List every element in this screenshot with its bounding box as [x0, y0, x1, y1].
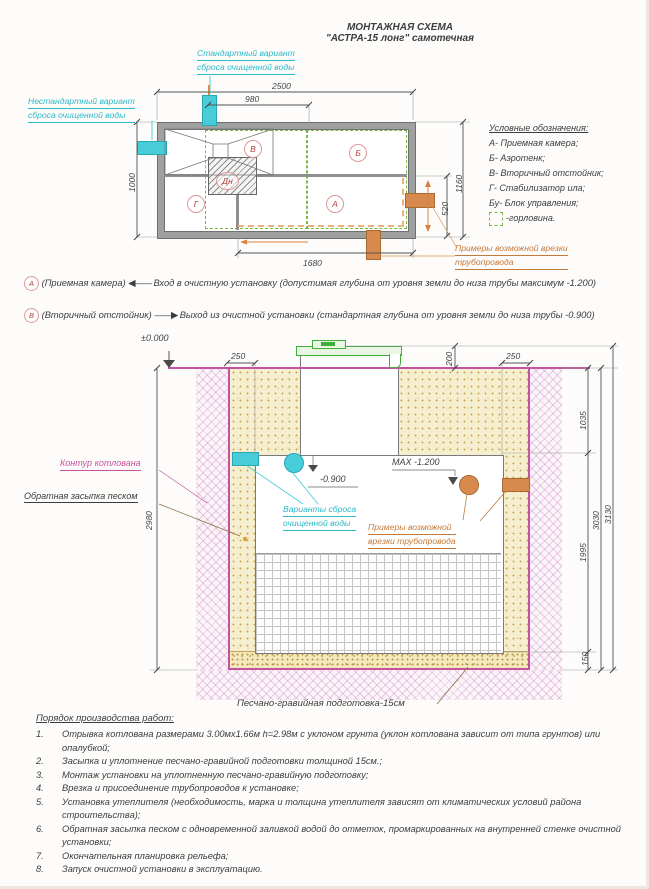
- legend-neck-row: [489, 211, 604, 226]
- inlet-pipe-section-rect: [502, 478, 530, 492]
- plan-tap-callout: [455, 242, 568, 270]
- backfill-callout: Обратная засыпка песком: [24, 491, 138, 501]
- excavation-hatch-bottom: [196, 670, 562, 700]
- worklist-text: Врезка и присоединение трубопроводов к установке;: [62, 783, 299, 793]
- callout-nonstandard-discharge: [28, 95, 135, 123]
- title-line1: МОНТАЖНАЯ СХЕМА: [346, 22, 454, 33]
- title-line2: "АСТРА-15 лонг" самотечная: [325, 33, 475, 44]
- worklist-item-7: [36, 850, 624, 864]
- drawing-title: [300, 22, 500, 44]
- callout-nonstandard-line1: Нестандартный вариант: [28, 95, 135, 109]
- discharge-pipe-section-rect: [232, 452, 259, 466]
- dim-520: 520: [440, 201, 450, 216]
- worklist-text: Засыпка и уплотнение песчано-гравийной подготовки толщиной 15см.;: [62, 756, 383, 766]
- section-label-a: А: [326, 195, 344, 213]
- note-inlet-name: (Приемная камера): [41, 278, 126, 288]
- worklist-num: 7.: [36, 850, 44, 861]
- bed-label: Песчано-гравийная подготовка-15см: [237, 698, 405, 709]
- worklist-item-2: [36, 755, 624, 769]
- worklist-num: 5.: [36, 796, 44, 807]
- dim-250-right: 250: [506, 351, 521, 361]
- zero-level-label: ±0.000: [141, 333, 169, 343]
- legend: [489, 121, 604, 226]
- discharge-pipe-standard: [202, 95, 217, 126]
- dim-1995: 1995: [578, 543, 588, 562]
- worklist-text: Запуск очистной установки в эксплуатацию.: [62, 864, 263, 874]
- section-label-g: Г: [187, 195, 205, 213]
- note-inlet-text: Вход в очистную установку (допустимая глубина от уровня земли до низа трубы максимум -1.200): [153, 278, 596, 288]
- section-tap-line1: Примеры возможной: [368, 521, 456, 535]
- outlet-level-label: -0.900: [320, 474, 346, 484]
- discharge-pipe-section-circle: [284, 453, 304, 473]
- discharge-options-line1: Варианты сброса: [283, 503, 356, 517]
- legend-title: Условные обозначения:: [489, 123, 589, 133]
- legend-neck-label: -горловина.: [506, 213, 556, 223]
- dim-3030: 3030: [591, 511, 601, 530]
- worklist-item-3: [36, 769, 624, 783]
- note-outlet-marker: В: [24, 308, 39, 323]
- excavation-hatch-left: [196, 369, 229, 670]
- section-label-dn: Дн: [216, 172, 239, 190]
- right-arrow-icon: ——▶: [154, 310, 178, 320]
- section-label-b: Б: [349, 144, 367, 162]
- dim-1000: 1000: [127, 173, 137, 192]
- neck-square-icon: [489, 212, 503, 226]
- dim-150: 150: [580, 651, 590, 666]
- partition-horizontal: [164, 174, 407, 177]
- worklist-num: 8.: [36, 864, 44, 874]
- ground-line: [168, 367, 590, 369]
- max-level-label: MAX -1.200: [392, 457, 440, 467]
- range-arrow-left-icon: [240, 240, 247, 245]
- worklist-item-4: [36, 782, 624, 796]
- worklist-item-8: [36, 863, 624, 877]
- worklist-num: 6.: [36, 823, 44, 834]
- range-arrow-down-icon: [425, 225, 431, 232]
- note-outlet: [24, 308, 636, 323]
- worklist-num: 3.: [36, 769, 44, 780]
- discharge-pipe-nonstandard: [137, 141, 167, 155]
- legend-item-a: А- Приемная камера;: [489, 138, 579, 148]
- pit-outline-right: [528, 369, 530, 670]
- legend-item-v: В- Вторичный отстойник;: [489, 168, 604, 178]
- range-arrow-up-icon: [425, 180, 431, 187]
- inlet-pipe-right: [405, 193, 435, 208]
- callout-nonstandard-line2: сброса очищенной воды: [28, 109, 135, 123]
- dim-250-left: 250: [231, 351, 246, 361]
- dim-980: 980: [245, 94, 260, 104]
- tap-zone-dashed-right: [402, 178, 404, 227]
- worklist-text: Обратная засыпка песком с одновременной заливкой водой до отметок, промаркированных на внутренней стенке очистной установки;: [62, 823, 621, 847]
- worklist-num: 1.: [36, 729, 44, 739]
- worklist-num: 2.: [36, 756, 44, 766]
- lid-hook: [389, 354, 401, 368]
- worklist-item-5: [36, 796, 624, 823]
- section-tap-callout: [368, 521, 456, 549]
- inlet-pipe-bottom: [366, 230, 381, 260]
- plan-tap-callout-line1: Примеры возможной врезки: [455, 242, 568, 256]
- section-label-v: В: [244, 140, 262, 158]
- worklist-text: Монтаж установки на уплотненную песчано-гравийную подготовку;: [62, 769, 369, 780]
- section-tap-line2: врезки трубопровода: [368, 535, 456, 549]
- discharge-options-line2: очищенной воды: [283, 517, 356, 531]
- pit-outline-bottom: [228, 668, 530, 670]
- pit-contour-callout: Контур котлована: [60, 457, 141, 471]
- pit-outline-left: [228, 369, 230, 670]
- worklist-text: Отрывка котлована размерами 3.00мх1.66м h=2.98м с уклоном грунта (уклон котлована зависит от типа грунтов) или опалубкой;: [62, 729, 601, 753]
- plan-tap-callout-line2: трубопровода: [455, 256, 568, 270]
- dim-1160: 1160: [454, 174, 464, 193]
- callout-standard-line2: сброса очищенной воды: [197, 61, 295, 75]
- legend-item-bu: Бу- Блок управления;: [489, 198, 579, 208]
- note-outlet-name: (Вторичный отстойник): [41, 310, 152, 320]
- tank-lower-grid: [256, 553, 501, 653]
- control-unit-icon: [321, 342, 335, 346]
- note-inlet-marker: А: [24, 276, 39, 291]
- dim-1035: 1035: [578, 411, 588, 430]
- dim-2980: 2980: [144, 511, 154, 530]
- worklist-title: Порядок производства работ:: [36, 713, 174, 724]
- left-arrow-icon: ◀——: [128, 278, 151, 288]
- legend-item-b: Б- Аэротенк;: [489, 153, 545, 163]
- worklist-text: Установка утеплителя (необходимость, марка и толщина утеплителя зависят от климатических условий района строительства);: [62, 796, 582, 820]
- legend-item-g: Г- Стабилизатор ила;: [489, 183, 586, 193]
- callout-standard-discharge: [197, 47, 295, 75]
- callout-standard-line1: Стандартный вариант: [197, 47, 295, 61]
- worklist-item-6: [36, 823, 624, 850]
- tap-zone-dashed-bottom: [238, 225, 404, 227]
- worklist: [36, 728, 624, 877]
- worklist-item-1: [36, 728, 624, 755]
- dim-1680: 1680: [303, 258, 322, 268]
- dim-3130: 3130: [603, 505, 613, 524]
- inlet-pipe-section-circle: [459, 475, 479, 495]
- note-inlet: [24, 276, 636, 291]
- note-outlet-text: Выход из очистной установки (стандартная глубина от уровня земли до низа трубы -0.900): [179, 310, 595, 320]
- dim-200: 200: [444, 351, 454, 366]
- excavation-hatch-right: [529, 369, 562, 670]
- worklist-num: 4.: [36, 783, 44, 793]
- worklist-text: Окончательная планировка рельефа;: [62, 850, 229, 861]
- dim-2500: 2500: [272, 81, 291, 91]
- discharge-options-callout: [283, 503, 356, 531]
